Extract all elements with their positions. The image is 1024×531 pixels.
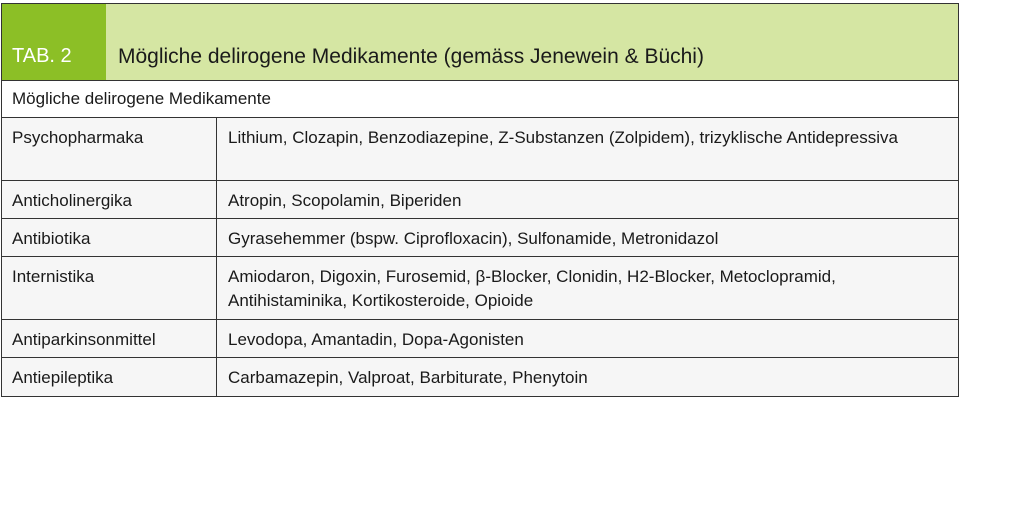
- category-cell: Psychopharmaka: [2, 118, 217, 180]
- table-row: [2, 320, 958, 358]
- table-row: [2, 219, 958, 257]
- table-row: [2, 358, 958, 396]
- category-cell: Antiepileptika: [2, 358, 217, 396]
- category-cell: Anticholinergika: [2, 181, 217, 218]
- category-cell: Antibiotika: [2, 219, 217, 256]
- table-title-bar: [2, 4, 958, 81]
- table-row: [2, 118, 958, 181]
- table-row: [2, 181, 958, 219]
- table-title: Mögliche delirogene Medikamente (gemäss Jenewein & Büchi): [118, 45, 704, 68]
- category-cell: Internistika: [2, 257, 217, 319]
- table-caption: Mögliche delirogene Medikamente: [2, 81, 958, 118]
- table-body: [2, 118, 958, 396]
- tab-label: TAB. 2: [2, 4, 106, 80]
- drugs-cell: Lithium, Clozapin, Benzodiazepine, Z-Substanzen (Zolpidem), trizyklische Antidepressiva: [228, 128, 898, 147]
- drugs-cell: Levodopa, Amantadin, Dopa-Agonisten: [228, 330, 524, 349]
- category-cell: Antiparkinsonmittel: [2, 320, 217, 357]
- drugs-cell: Carbamazepin, Valproat, Barbiturate, Phenytoin: [228, 368, 588, 387]
- drugs-cell: Atropin, Scopolamin, Biperiden: [228, 191, 462, 210]
- drugs-cell: Gyrasehemmer (bspw. Ciprofloxacin), Sulfonamide, Metronidazol: [228, 229, 719, 248]
- medication-table: [1, 3, 959, 397]
- drugs-cell: Amiodaron, Digoxin, Furosemid, β-Blocker, Clonidin, H2-Blocker, Metoclopramid, Antihistaminika, Kortikosteroide, Opioide: [228, 267, 836, 310]
- table-row: [2, 257, 958, 320]
